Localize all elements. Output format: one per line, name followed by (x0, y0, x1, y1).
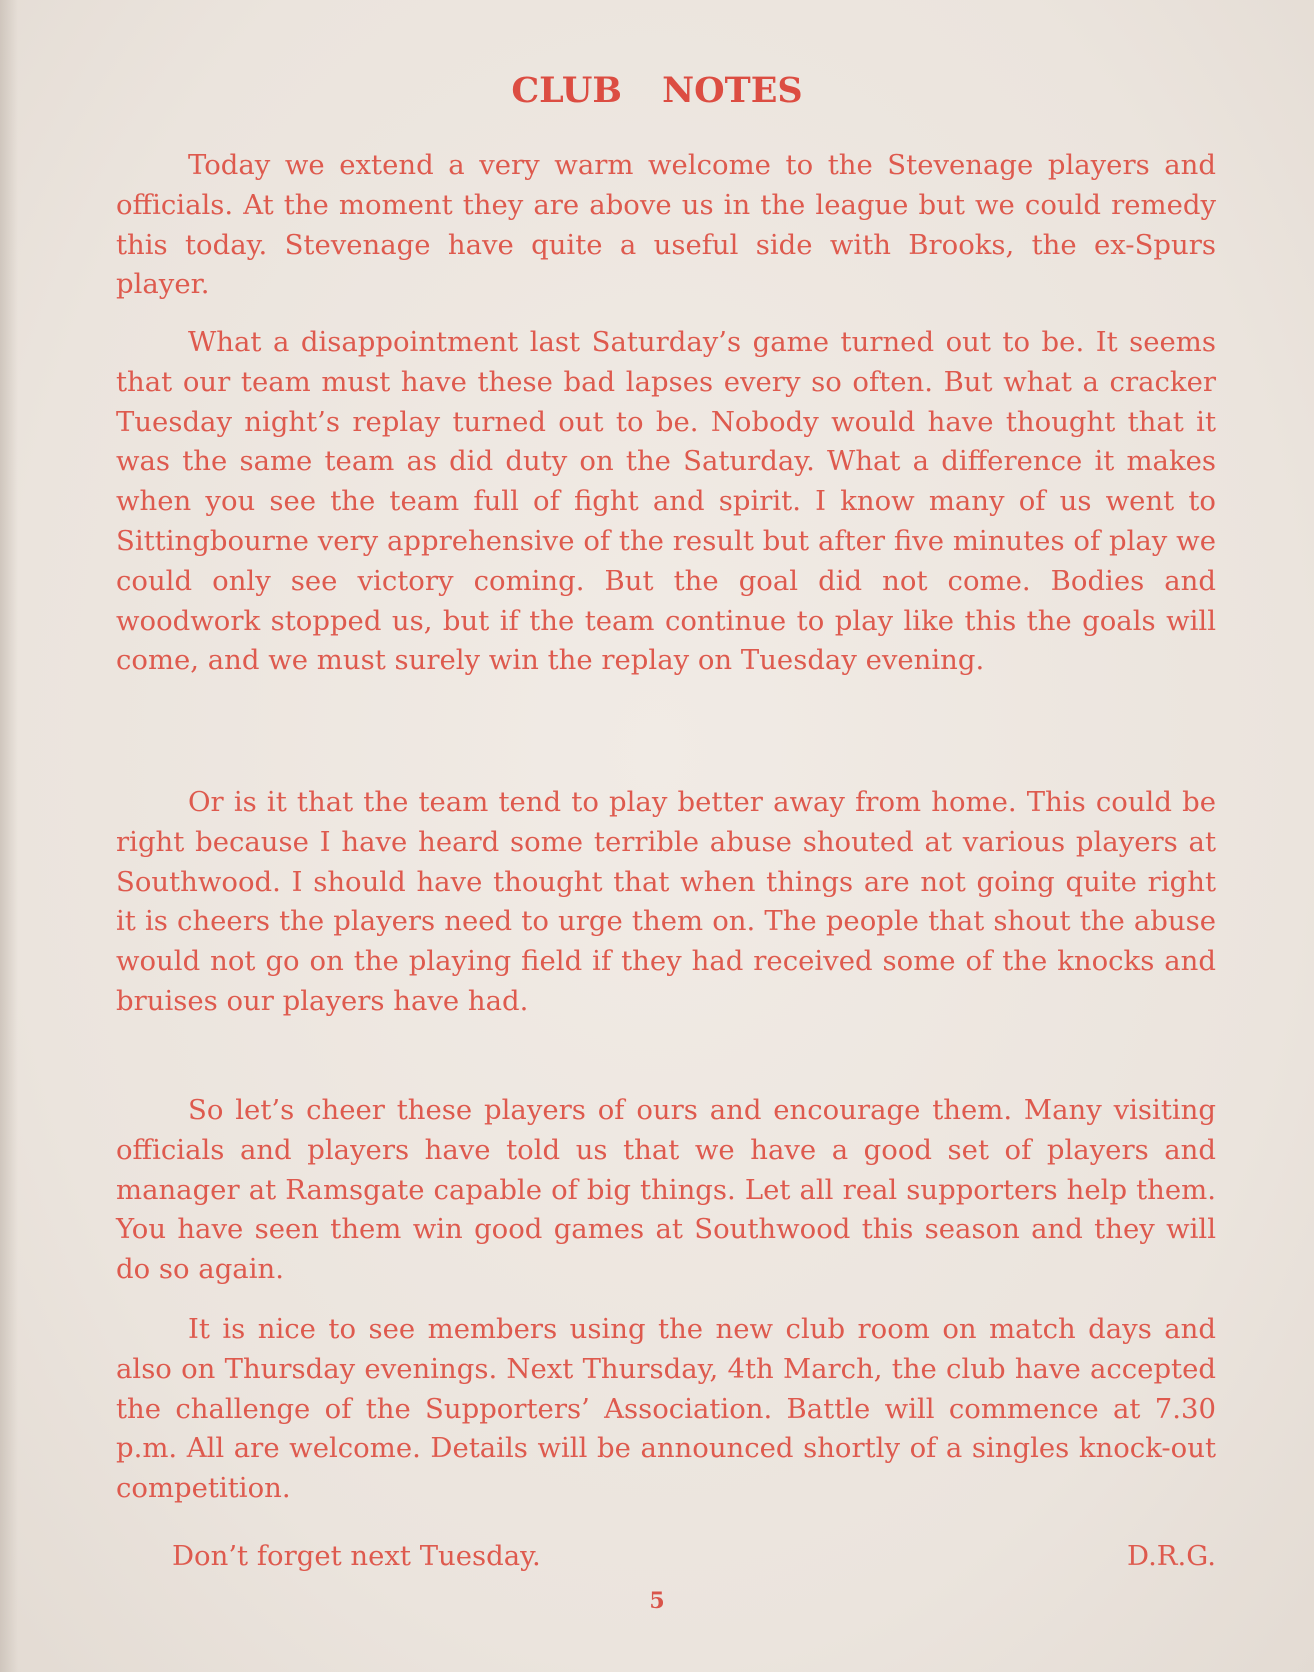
paragraph-away-from-home: Or is it that the team tend to play better away from home. This could be right because I have heard some terrible abuse shouted at various players at Southwood. I should have thought that when things are not going quite right it is cheers the players need to urge them on. The people that shout the abuse would not go on the playing field if they had received some of the knocks and bruises our players have had. (116, 786, 1216, 1017)
closing-line (116, 1537, 1216, 1577)
paragraph-cheer-players: So let’s cheer these players of ours and encourage them. Many visiting officials and players have told us that we have a good set of players and manager at Ramsgate capable of big things. Let all real supporters help them. You have seen them win good games at Southwood this season and they will do so again. (116, 1094, 1216, 1286)
page-number: 5 (649, 1588, 665, 1614)
paragraph-last-saturday: What a disappointment last Saturday’s game turned out to be. It seems that our team must have these bad lapses every so often. But what a cracker Tuesday night’s replay turned out to be. Nobody would have thought that it was the same team as did duty on the Saturday. What a difference it makes when you see the team full of fight and spirit. I know many of us went to Sittingbourne very apprehensive of the result but after five minutes of play we could only see victory coming. But the goal did not come. Bodies and woodwork stopped us, but if the team continue to play like this the goals will come, and we must surely win the replay on Tuesday evening. (116, 326, 1216, 677)
closing-reminder: Don’t forget next Tuesday. (172, 1540, 541, 1572)
paragraph-welcome: Today we extend a very warm welcome to the Stevenage players and officials. At the moment they are above us in the league but we could remedy this today. Stevenage have quite a useful side with Brooks, the ex-Spurs player. (116, 149, 1216, 301)
page-title: CLUB NOTES (511, 70, 803, 111)
spine-shadow (0, 0, 18, 1672)
author-signature: D.R.G. (1127, 1540, 1216, 1572)
paragraph-club-room: It is nice to see members using the new club room on match days and also on Thursday evenings. Next Thursday, 4th March, the club have accepted the challenge of the Supporters’ Association. Battle will commence at 7.30 p.m. All are welcome. Details will be announced shortly of a singles knock-out competition. (116, 1313, 1216, 1505)
